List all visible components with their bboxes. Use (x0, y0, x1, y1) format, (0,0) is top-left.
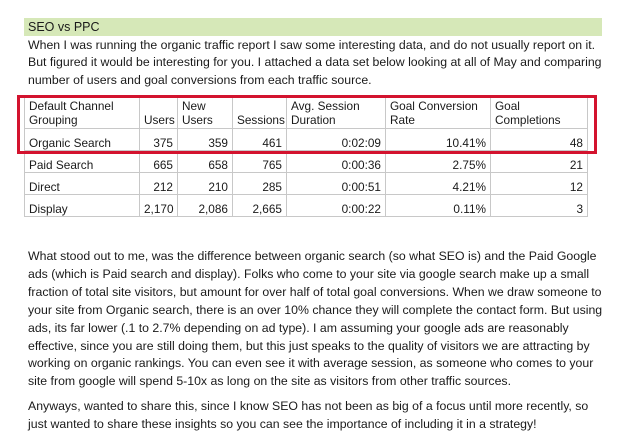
cell-goal-rate: 2.75% (386, 151, 491, 173)
header-channel: Default Channel Grouping (25, 98, 140, 129)
header-users: Users (140, 98, 178, 129)
traffic-table-wrapper (24, 97, 587, 217)
header-sessions: Sessions (233, 98, 287, 129)
cell-new-users: 210 (178, 173, 233, 195)
table-header-row (25, 98, 588, 129)
cell-channel: Organic Search (25, 129, 140, 151)
cell-sessions: 461 (233, 129, 287, 151)
cell-avg-session: 0:00:51 (287, 173, 386, 195)
cell-sessions: 765 (233, 151, 287, 173)
cell-sessions: 285 (233, 173, 287, 195)
cell-sessions: 2,665 (233, 195, 287, 217)
cell-channel: Paid Search (25, 151, 140, 173)
cell-users: 375 (140, 129, 178, 151)
cell-channel: Display (25, 195, 140, 217)
header-goal-rate: Goal Conversion Rate (386, 98, 491, 129)
cell-goal-rate: 0.11% (386, 195, 491, 217)
cell-goal-rate: 4.21% (386, 173, 491, 195)
cell-new-users: 2,086 (178, 195, 233, 217)
cell-goal-rate: 10.41% (386, 129, 491, 151)
table-row (25, 173, 588, 195)
table-row (25, 129, 588, 151)
table-row (25, 151, 588, 173)
table-row (25, 195, 588, 217)
cell-goal-completions: 3 (491, 195, 588, 217)
cell-new-users: 658 (178, 151, 233, 173)
cell-new-users: 359 (178, 129, 233, 151)
analysis-paragraph: What stood out to me, was the difference between organic search (so what SEO is) and the Paid Google ads (which is Paid search and display). Folks who come to your site via google search make up a small fraction of total site visitors, but amount for over half of total goal conversions. When we draw someone to your site from Organic search, there is an over 10% chance they will complete the contact form. But using ads, its far lower (.1 to 2.7% depending on ad type). I am assuming your google ads are reasonably effective, since you are still doing them, but this just speaks to the quality of visitors we are attracting by working on organic rankings. You can even see it with average session, as someone who comes to your site from google will spend 5-10x as long on the site as visitors from other traffic sources. (28, 249, 603, 389)
intro-paragraph: When I was running the organic traffic report I saw some interesting data, and do not usually report on it. But figured it would be interesting for you. I attached a data set below looking at all of May and comparing number of users and goal conversions from each traffic source. (28, 38, 602, 87)
cell-goal-completions: 48 (491, 129, 588, 151)
cell-goal-completions: 12 (491, 173, 588, 195)
cell-users: 2,170 (140, 195, 178, 217)
cell-avg-session: 0:00:36 (287, 151, 386, 173)
traffic-table (24, 97, 588, 217)
header-new-users: New Users (178, 98, 233, 129)
cell-goal-completions: 21 (491, 151, 588, 173)
cell-avg-session: 0:00:22 (287, 195, 386, 217)
section-heading: SEO vs PPC (24, 18, 602, 36)
header-avg-session: Avg. Session Duration (287, 98, 386, 129)
header-goal-completions: Goal Completions (491, 98, 588, 129)
cell-avg-session: 0:02:09 (287, 129, 386, 151)
cell-channel: Direct (25, 173, 140, 195)
cell-users: 665 (140, 151, 178, 173)
closing-paragraph: Anyways, wanted to share this, since I know SEO has not been as big of a focus until more recently, so just wanted to share these insights so you can see the importance of including it in a strategy! (28, 399, 589, 431)
cell-users: 212 (140, 173, 178, 195)
